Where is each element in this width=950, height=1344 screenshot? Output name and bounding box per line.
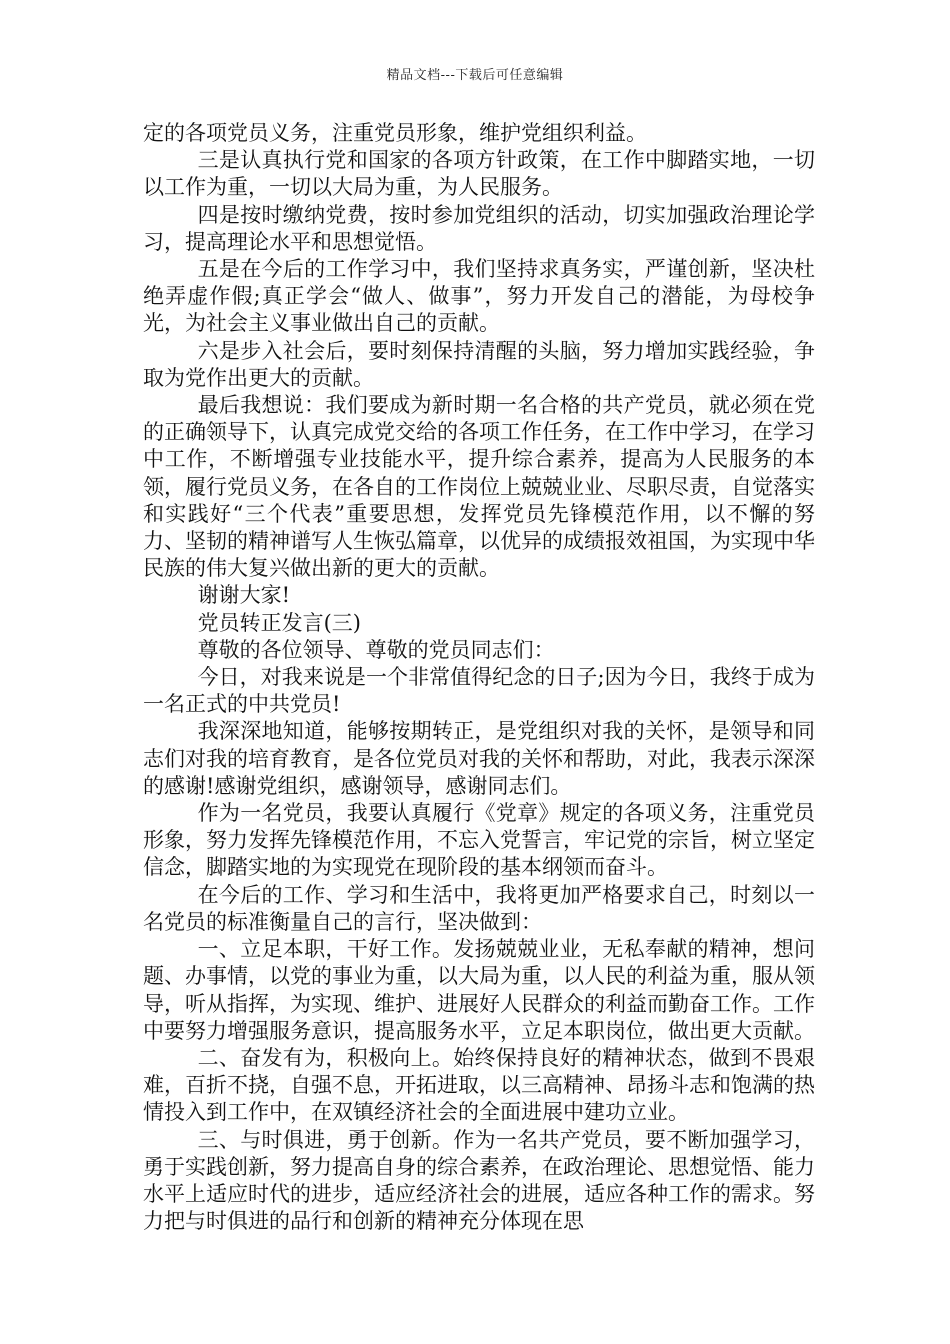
- paragraph: 六是步入社会后，要时刻保持清醒的头脑，努力增加实践经验，争取为党作出更大的贡献。: [143, 338, 815, 390]
- paragraph: 我深深地知道，能够按期转正，是党组织对我的关怀，是领导和同志们对我的培育教育，是各位党员对我的关怀和帮助，对此，我表示深深的感谢!感谢党组织，感谢领导，感谢同志们。: [143, 719, 815, 798]
- paragraph: 三、与时俱进，勇于创新。作为一名共产党员，要不断加强学习，勇于实践创新，努力提高自身的综合素养，在政治理论、思想觉悟、能力水平上适应时代的进步，适应经济社会的进展，适应各种工作的需求。努力把与时俱进的品行和创新的精神充分体现在思: [143, 1127, 815, 1234]
- paragraph: 在今后的工作、学习和生活中，我将更加严格要求自己，时刻以一名党员的标准衡量自己的言行，坚决做到：: [143, 882, 815, 934]
- section-title: 党员转正发言(三): [197, 610, 361, 635]
- paragraph: 四是按时缴纳党费，按时参加党组织的活动，切实加强政治理论学习，提高理论水平和思想觉悟。: [143, 202, 815, 254]
- paragraph: 一、立足本职，干好工作。发扬兢兢业业，无私奉献的精神，想问题、办事情，以党的事业为重，以大局为重，以人民的利益为重，服从领导，听从指挥，为实现、维护、进展好人民群众的利益而勤奋工作。工作中要努力增强服务意识，提高服务水平，立足本职岗位，做出更大贡献。: [143, 937, 815, 1043]
- closing-thanks: 谢谢大家!: [197, 583, 291, 608]
- paragraph: 定的各项党员义务，注重党员形象，维护党组织利益。: [143, 121, 647, 145]
- document-body: [143, 120, 815, 1235]
- paragraph: 最后我想说：我们要成为新时期一名合格的共产党员，就必须在党的正确领导下，认真完成党交给的各项工作任务，在工作中学习，在学习中工作，不断增强专业技能水平，提升综合素养，提高为人民服务的本领，履行党员义务，在各自的工作岗位上兢兢业业、尽职尽责，自觉落实和实践好“三个代表”重要思想，发挥党员先锋模范作用，以不懈的努力、坚韧的精神谱写人生恢弘篇章，以优异的成绩报效祖国，为实现中华民族的伟大复兴做出新的更大的贡献。: [143, 393, 815, 581]
- paragraph: 三是认真执行党和国家的各项方针政策，在工作中脚踏实地，一切以工作为重，一切以大局为重，为人民服务。: [143, 148, 815, 200]
- page-header: 精品文档---下载后可任意编辑: [386, 68, 564, 83]
- salutation: 尊敬的各位领导、尊敬的党员同志们：: [197, 637, 555, 662]
- paragraph: 作为一名党员，我要认真履行《党章》规定的各项义务，注重党员形象，努力发挥先锋模范作用，不忘入党誓言，牢记党的宗旨，树立坚定信念，脚踏实地的为实现党在现阶段的基本纲领而奋斗。: [143, 801, 815, 880]
- paragraph: 二、奋发有为，积极向上。始终保持良好的精神状态，做到不畏艰难，百折不挠，自强不息，开拓进取，以三高精神、昂扬斗志和饱满的热情投入到工作中，在双镇经济社会的全面进展中建功立业。: [143, 1045, 815, 1125]
- paragraph: 今日，对我来说是一个非常值得纪念的日子;因为今日，我终于成为一名正式的中共党员!: [143, 665, 815, 717]
- paragraph: 五是在今后的工作学习中，我们坚持求真务实，严谨创新，坚决杜绝弄虚作假;真正学会“做人、做事”，努力开发自己的潜能，为母校争光，为社会主义事业做出自己的贡献。: [143, 257, 815, 336]
